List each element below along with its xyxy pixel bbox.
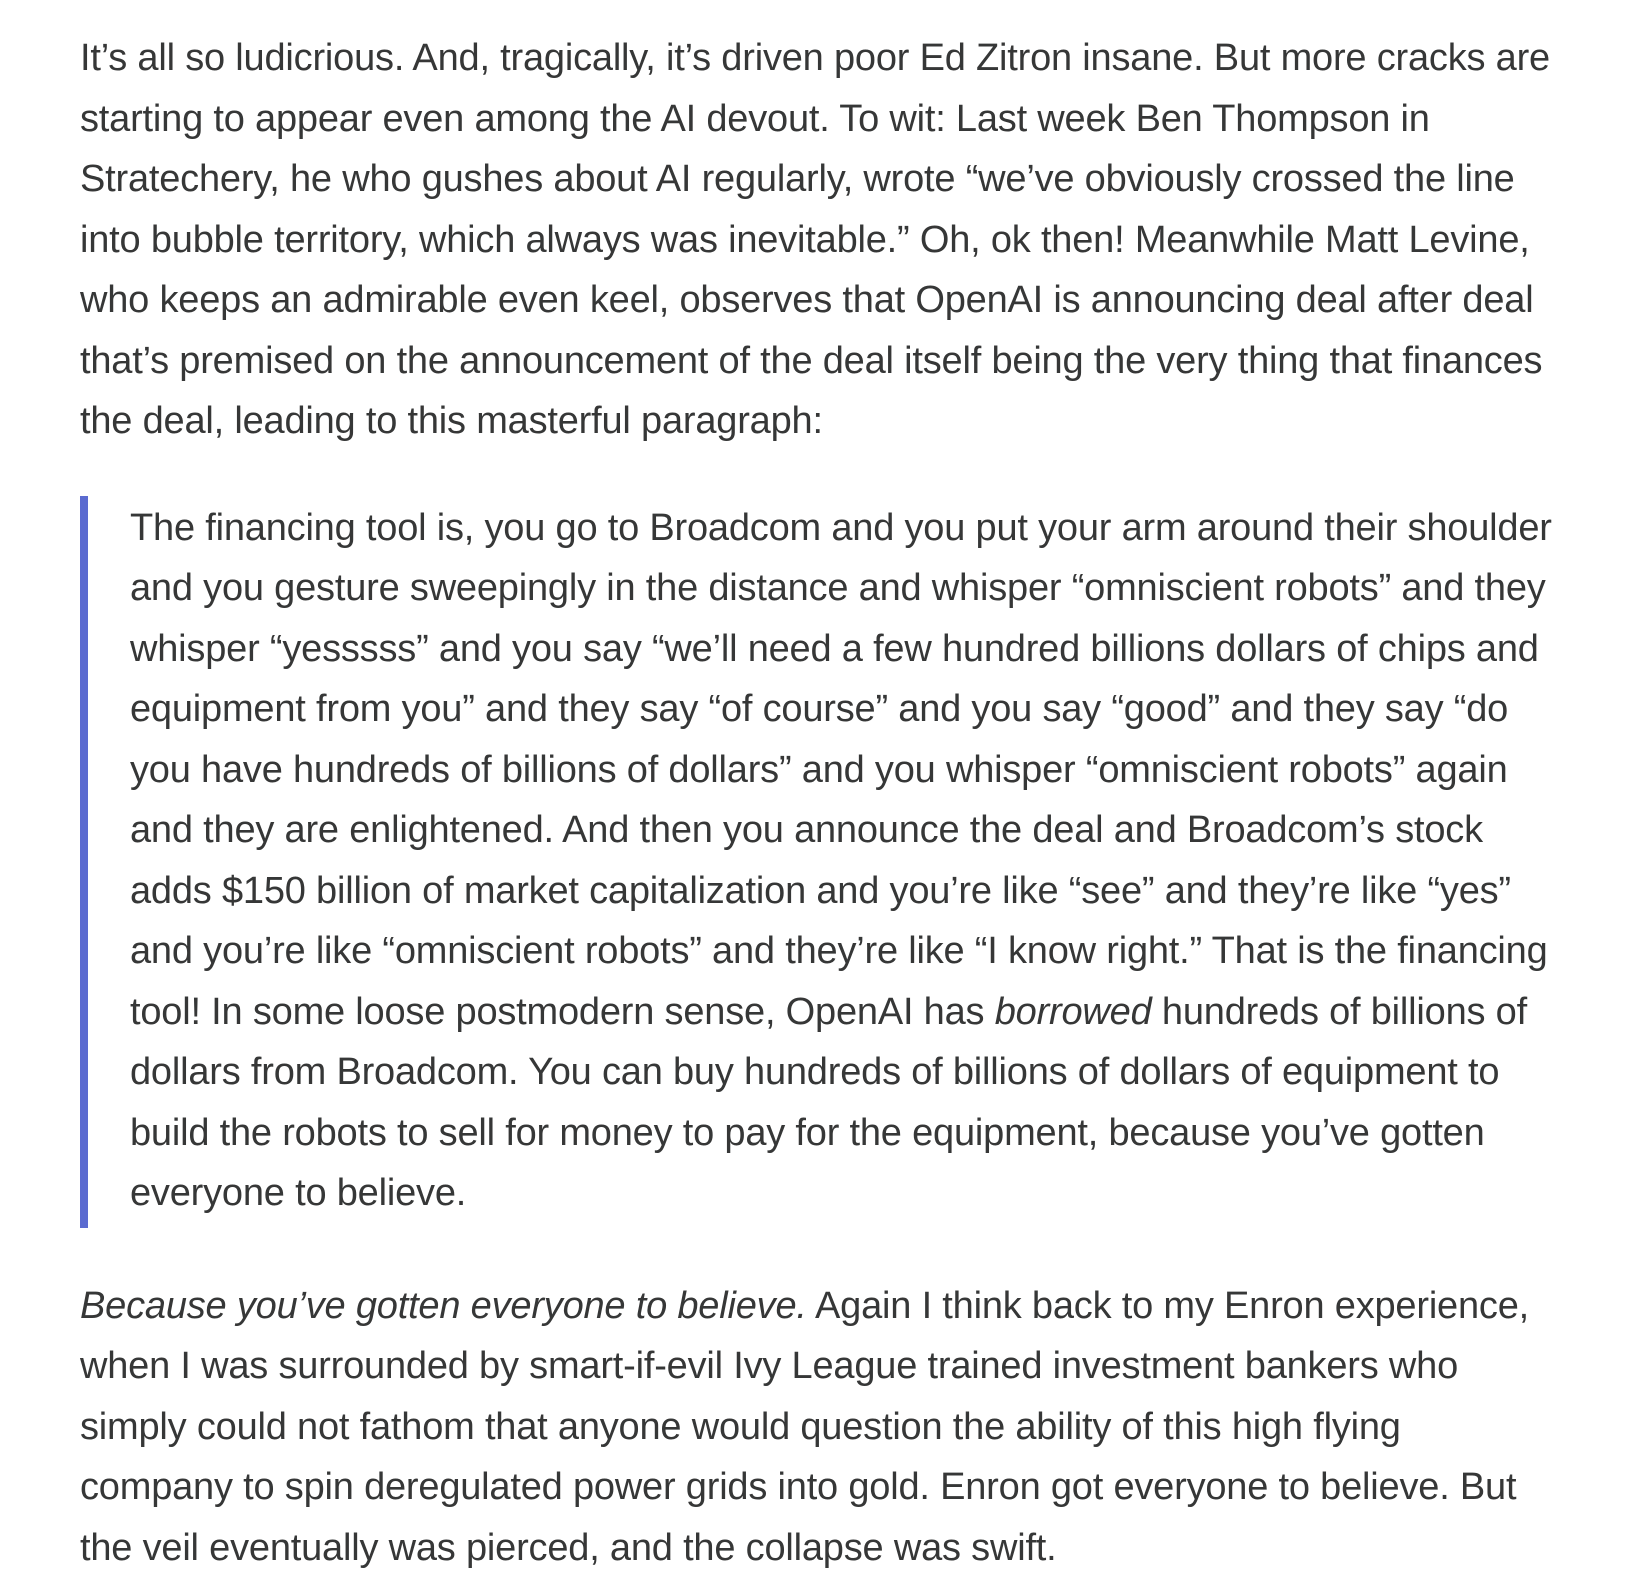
paragraph-conclusion-text: Again I think back to my Enron experience, when I was surrounded by smart-if-evil Ivy League trained investment bankers who simply could not fathom that anyone would question the ability of this high flying company to spin deregulated power grids into gold. Enron got everyone to believe. But the veil eventually was pierced, and the collapse was swift. — [80, 1284, 1530, 1569]
paragraph-conclusion — [80, 1276, 1560, 1578]
blockquote — [80, 496, 1560, 1228]
quote-emphasis: borrowed — [994, 990, 1152, 1033]
quote-text-part-2: hundreds of billions of dollars from Broadcom. You can buy hundreds of billions of dollars of equipment to build the robots to sell for money to pay for the equipment, because you’ve gotten everyone to believe. — [130, 990, 1527, 1214]
article-body — [80, 28, 1560, 1578]
quote-text-part-1: The financing tool is, you go to Broadcom and you put your arm around their shoulder and you gesture sweepingly in the distance and whisper “omniscient robots” and they whisper “yesssss” and you say “we’ll need a few hundred billions dollars of chips and equipment from you” and they say “of course” and you say “good” and they say “do you have hundreds of billions of dollars” and you whisper “omniscient robots” again and they are enlightened. And then you announce the deal and Broadcom’s stock adds $150 billion of market capitalization and you’re like “see” and they’re like “yes” and you’re like “omniscient robots” and they’re like “I know right.” That is the financing tool! In some loose postmodern sense, OpenAI has — [130, 506, 1552, 1033]
quote-text — [130, 498, 1560, 1224]
paragraph-intro: It’s all so ludicrious. And, tragically, it’s driven poor Ed Zitron insane. But more cracks are starting to appear even among the AI devout. To wit: Last week Ben Thompson in Stratechery, he who gushes about AI regularly, wrote “we’ve obviously crossed the line into bubble territory, which always was inevitable.” Oh, ok then! Meanwhile Matt Levine, who keeps an admirable even keel, observes that OpenAI is announcing deal after deal that’s premised on the announcement of the deal itself being the very thing that finances the deal, leading to this masterful paragraph: — [80, 37, 1550, 442]
paragraph-emphasis: Because you’ve gotten everyone to believe. — [80, 1284, 807, 1327]
